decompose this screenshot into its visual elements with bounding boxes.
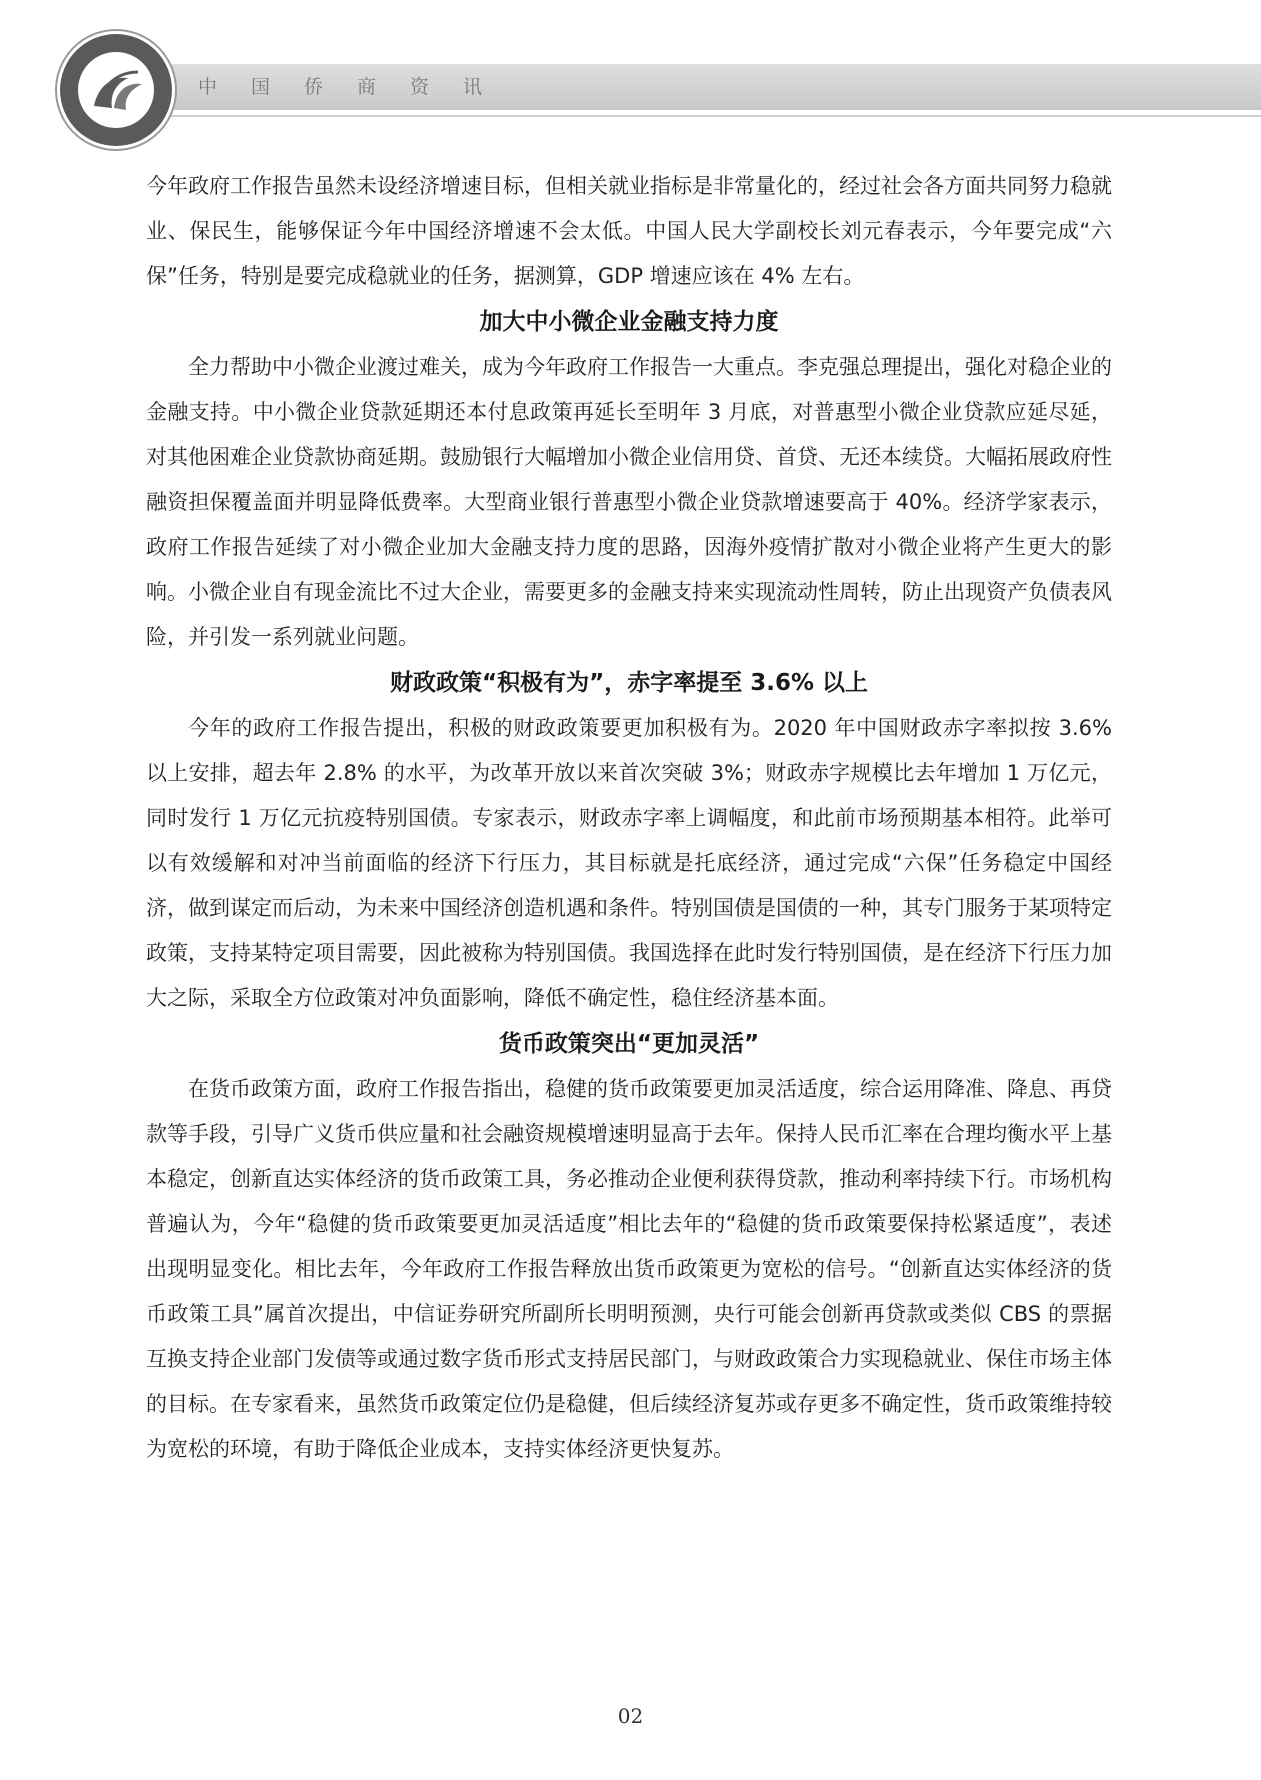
logo-emblem bbox=[54, 28, 178, 152]
article-paragraph: 全力帮助中小微企业渡过难关，成为今年政府工作报告一大重点。李克强总理提出，强化对稳企业的金融支持。中小微企业贷款延期还本付息政策再延长至明年 3 月底，对普惠型小微企业贷款应延尽延，对其他困难企业贷款协商延期。鼓励银行大幅增加小微企业信用贷、首贷、无还本续贷。大幅拓展政府性融资担保覆盖面并明显降低费率。大型商业银行普惠型小微企业贷款增速要高于 40%。经济学家表示，政府工作报告延续了对小微企业加大金融支持力度的思路，因海外疫情扩散对小微企业将产生更大的影响。小微企业自有现金流比不过大企业，需要更多的金融支持来实现流动性周转，防止出现资产负债表风险，并引发一系列就业问题。 bbox=[146, 355, 1112, 649]
section-heading: 货币政策突出“更加灵活” bbox=[498, 1031, 760, 1057]
article-paragraph: 今年的政府工作报告提出，积极的财政政策要更加积极有为。2020 年中国财政赤字率拟按 3.6% 以上安排，超去年 2.8% 的水平，为改革开放以来首次突破 3%；财政赤字规模比去年增加 1 万亿元，同时发行 1 万亿元抗疫特别国债。专家表示，财政赤字率上调幅度，和此前市场预期基本相符。此举可以有效缓解和对冲当前面临的经济下行压力，其目标就是托底经济，通过完成“六保”任务稳定中国经济，做到谋定而后动，为未来中国经济创造机遇和条件。特别国债是国债的一种，其专门服务于某项特定政策，支持某特定项目需要，因此被称为特别国债。我国选择在此时发行特别国债，是在经济下行压力加大之际，采取全方位政策对冲负面影响，降低不确定性，稳住经济基本面。 bbox=[146, 716, 1112, 1010]
header-title: 中国侨商资讯 bbox=[198, 76, 517, 98]
article-paragraph: 今年政府工作报告虽然未设经济增速目标，但相关就业指标是非常量化的，经过社会各方面共同努力稳就业、保民生，能够保证今年中国经济增速不会太低。中国人民大学副校长刘元春表示，今年要完成“六保”任务，特别是要完成稳就业的任务，据测算，GDP 增速应该在 4% 左右。 bbox=[146, 174, 1112, 288]
header-divider bbox=[150, 115, 1261, 117]
article-body bbox=[146, 164, 1112, 1472]
page-number: 02 bbox=[617, 1704, 644, 1728]
section-heading: 加大中小微企业金融支持力度 bbox=[479, 309, 779, 335]
article-paragraph: 在货币政策方面，政府工作报告指出，稳健的货币政策要更加灵活适度，综合运用降准、降息、再贷款等手段，引导广义货币供应量和社会融资规模增速明显高于去年。保持人民币汇率在合理均衡水平上基本稳定，创新直达实体经济的货币政策工具，务必推动企业便利获得贷款，推动利率持续下行。市场机构普遍认为，今年“稳健的货币政策要更加灵活适度”相比去年的“稳健的货币政策要保持松紧适度”，表述出现明显变化。相比去年，今年政府工作报告释放出货币政策更为宽松的信号。“创新直达实体经济的货币政策工具”属首次提出，中信证券研究所副所长明明预测，央行可能会创新再贷款或类似 CBS 的票据互换支持企业部门发债等或通过数字货币形式支持居民部门，与财政政策合力实现稳就业、保住市场主体的目标。在专家看来，虽然货币政策定位仍是稳健，但后续经济复苏或存更多不确定性，货币政策维持较为宽松的环境，有助于降低企业成本，支持实体经济更快复苏。 bbox=[146, 1077, 1112, 1461]
section-heading: 财政政策“积极有为”，赤字率提至 3.6% 以上 bbox=[389, 670, 869, 696]
